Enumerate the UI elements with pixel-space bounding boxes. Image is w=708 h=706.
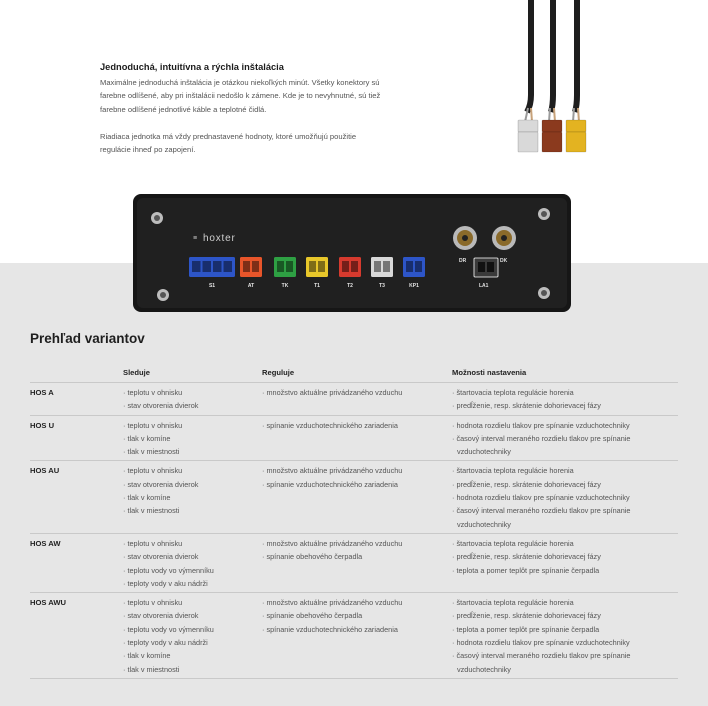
connector-pin: [286, 261, 293, 272]
screw-icon: [538, 208, 550, 220]
variant-monitors-item: · teplotu vody vo výmenníku: [123, 624, 214, 634]
variant-settings-cell: [452, 533, 678, 592]
variant-regulates-item: · spínanie vzduchotechnického zariadenia: [262, 624, 398, 634]
intro-p1-line: farebne odlíšené jednotlivé káble a teplotné čidlá.: [100, 104, 267, 114]
connector-pin: [342, 261, 349, 272]
connector-pin: [252, 261, 259, 272]
white-plug: [518, 120, 538, 132]
connector-pin: [203, 261, 212, 272]
cable-3: [566, 0, 586, 152]
intro-p1-line: Maximálne jednoduchá inštalácia je otázkou niekoľkých minút. Všetky konektory sú: [100, 78, 380, 87]
intro-p2-line: regulácie ihneď po zapojení.: [100, 145, 196, 155]
variant-settings-item: · časový interval meraného rozdielu tlakov pre spínanie: [452, 651, 631, 661]
variant-regulates-item: · spínanie vzduchotechnického zariadenia: [262, 479, 398, 489]
variant-monitors-cell: [123, 383, 262, 416]
variant-monitors-item: · teploty vody v aku nádrži: [123, 638, 208, 648]
variant-name: HOS U: [30, 420, 55, 430]
variant-settings-item: vzduchotechniky: [457, 447, 511, 457]
connector-pin: [415, 261, 422, 272]
connector-label: KP1: [409, 283, 419, 289]
connector-pin: [406, 261, 413, 272]
intro-p1-line: farebne odlíšené, aby pri inštalácii nedošlo k zámene. Kde je to nevyhnutné, sú tiež: [100, 91, 381, 101]
port-dr-label: DR: [459, 258, 467, 264]
table-row: [30, 593, 678, 679]
table-row: [30, 533, 678, 592]
variant-monitors-item: · teploty vody v aku nádrži: [123, 578, 208, 588]
brand-logo-text: hoxter: [203, 233, 236, 244]
connector-pin: [383, 261, 390, 272]
variant-monitors-item: · tlak v komíne: [123, 493, 171, 503]
variant-regulates-item: · spínanie obehového čerpadla: [262, 611, 363, 621]
variant-settings-item: · hodnota rozdielu tlakov pre spínanie vzduchotechniky: [452, 420, 630, 430]
white-plug-body: [518, 132, 538, 152]
variant-name: HOS AWU: [30, 598, 66, 608]
variant-regulates-cell: [262, 415, 452, 461]
variant-monitors-cell: [123, 593, 262, 679]
header-name: [30, 363, 123, 383]
variant-monitors-item: · stav otvorenia dvierok: [123, 479, 199, 489]
variant-monitors-item: · stav otvorenia dvierok: [123, 611, 199, 621]
table-row: [30, 461, 678, 533]
variant-settings-cell: [452, 593, 678, 679]
variant-monitors-item: · tlak v komíne: [123, 433, 171, 443]
variant-settings-item: · štartovacia teplota regulácie horenia: [452, 538, 574, 548]
table-row: [30, 415, 678, 461]
intro-p2-line: Riadiaca jednotka má vždy prednastavené hodnoty, ktoré umožňujú použitie: [100, 131, 357, 141]
variant-monitors-item: · teplotu v ohnisku: [123, 598, 183, 608]
connector-pin: [277, 261, 284, 272]
brown-plug-body: [542, 132, 562, 152]
variant-monitors-cell: [123, 533, 262, 592]
intro-heading: Jednoduchá, intuitívna a rýchla inštalácia: [100, 62, 284, 72]
variant-settings-cell: [452, 415, 678, 461]
variant-settings-item: · predĺženie, resp. skrátenie dohorievacej fázy: [452, 552, 601, 562]
variant-settings-item: · predĺženie, resp. skrátenie dohorievacej fázy: [452, 611, 601, 621]
variant-monitors-item: · stav otvorenia dvierok: [123, 401, 199, 411]
variant-settings-item: · predĺženie, resp. skrátenie dohorievacej fázy: [452, 401, 601, 411]
yellow-plug-body: [566, 132, 586, 152]
connector-pin: [309, 261, 316, 272]
connector-label: S1: [208, 283, 216, 289]
variant-name: HOS AW: [30, 538, 61, 548]
variants-title: Prehľad variantov: [30, 331, 145, 346]
table-row: [30, 383, 678, 416]
variant-regulates-item: · množstvo aktuálne privádzaného vzduchu: [262, 466, 403, 476]
control-unit-image: [133, 194, 571, 312]
header-regulates: Reguluje: [262, 368, 295, 377]
connector-pin: [318, 261, 325, 272]
variant-monitors-item: · teplotu v ohnisku: [123, 420, 183, 430]
connector-label: T3: [379, 283, 385, 289]
cable-2: [542, 0, 562, 152]
variant-name: HOS A: [30, 388, 54, 397]
variant-settings-item: · teplota a pomer teplôt pre spínanie čerpadla: [452, 565, 600, 575]
intro-paragraph-1: [100, 76, 480, 116]
variant-monitors-item: · tlak v miestnosti: [123, 664, 180, 674]
screw-icon: [157, 289, 169, 301]
variant-regulates-item: · spínanie obehového čerpadla: [262, 552, 363, 562]
screw-icon: [538, 287, 550, 299]
variant-monitors-item: · teplotu v ohnisku: [123, 538, 183, 548]
variant-settings-cell: [452, 461, 678, 533]
connector-label: T2: [347, 283, 353, 289]
variant-regulates-cell: [262, 533, 452, 592]
variant-settings-item: · časový interval meraného rozdielu tlakov pre spínanie: [452, 506, 631, 516]
variant-regulates-cell: [262, 593, 452, 679]
variant-settings-item: · časový interval meraného rozdielu tlakov pre spínanie: [452, 433, 631, 443]
yellow-plug: [566, 120, 586, 132]
variant-monitors-item: · teplotu v ohnisku: [123, 388, 183, 397]
variant-monitors-item: · teplotu vody vo výmenníku: [123, 565, 214, 575]
intro-section: [100, 62, 480, 156]
variant-regulates-item: · množstvo aktuálne privádzaného vzduchu: [262, 538, 403, 548]
cable-1: [518, 0, 538, 152]
variant-settings-item: · hodnota rozdielu tlakov pre spínanie vzduchotechniky: [452, 638, 630, 648]
connector-pin: [243, 261, 250, 272]
variant-monitors-item: · tlak v komíne: [123, 651, 171, 661]
connector-label: TK: [281, 283, 289, 289]
variant-monitors-item: · teplotu v ohnisku: [123, 466, 183, 476]
brown-plug: [542, 120, 562, 132]
variant-settings-item: · teplota a pomer teplôt pre spínanie čerpadla: [452, 624, 600, 634]
connector-pin: [351, 261, 358, 272]
variant-settings-item: · hodnota rozdielu tlakov pre spínanie vzduchotechniky: [452, 493, 630, 503]
connector-label: AT: [247, 283, 255, 289]
variant-settings-item: · štartovacia teplota regulácie horenia: [452, 388, 574, 397]
screw-icon: [151, 212, 163, 224]
variant-regulates-item: · množstvo aktuálne privádzaného vzduchu: [262, 598, 403, 608]
variant-regulates-item: · množstvo aktuálne privádzaného vzduchu: [262, 388, 403, 397]
variant-name: HOS AU: [30, 466, 60, 476]
connector-pin: [224, 261, 233, 272]
variant-monitors-item: · tlak v miestnosti: [123, 506, 180, 516]
connector-pin: [192, 261, 201, 272]
variant-settings-item: · štartovacia teplota regulácie horenia: [452, 598, 574, 608]
variant-settings-cell: [452, 383, 678, 416]
connector-pin: [374, 261, 381, 272]
la1-connector: [474, 258, 498, 277]
connector-label: T1: [314, 283, 320, 289]
header-monitors: Sleduje: [123, 368, 151, 377]
variants-table: [30, 363, 678, 679]
variant-settings-item: · štartovacia teplota regulácie horenia: [452, 466, 574, 476]
variant-settings-item: vzduchotechniky: [457, 519, 511, 529]
port-dk-label: DK: [500, 258, 508, 264]
variant-monitors-item: · stav otvorenia dvierok: [123, 552, 199, 562]
table-header-row: [30, 363, 678, 383]
connector-pin: [213, 261, 222, 272]
la1-label: LA1: [479, 283, 489, 289]
variant-monitors-cell: [123, 415, 262, 461]
sensor-cables-image: [505, 0, 615, 165]
variant-monitors-cell: [123, 461, 262, 533]
variant-regulates-cell: [262, 461, 452, 533]
header-settings: Možnosti nastavenia: [452, 368, 527, 377]
brand-mark-icon: ≡: [193, 235, 198, 242]
variant-regulates-item: · spínanie vzduchotechnického zariadenia: [262, 420, 398, 430]
variant-settings-item: · predĺženie, resp. skrátenie dohorievacej fázy: [452, 479, 601, 489]
variant-settings-item: vzduchotechniky: [457, 664, 511, 674]
device-face: [137, 198, 567, 308]
variant-monitors-item: · tlak v miestnosti: [123, 447, 180, 457]
intro-paragraph-2: [100, 130, 480, 157]
variant-regulates-cell: [262, 383, 452, 416]
